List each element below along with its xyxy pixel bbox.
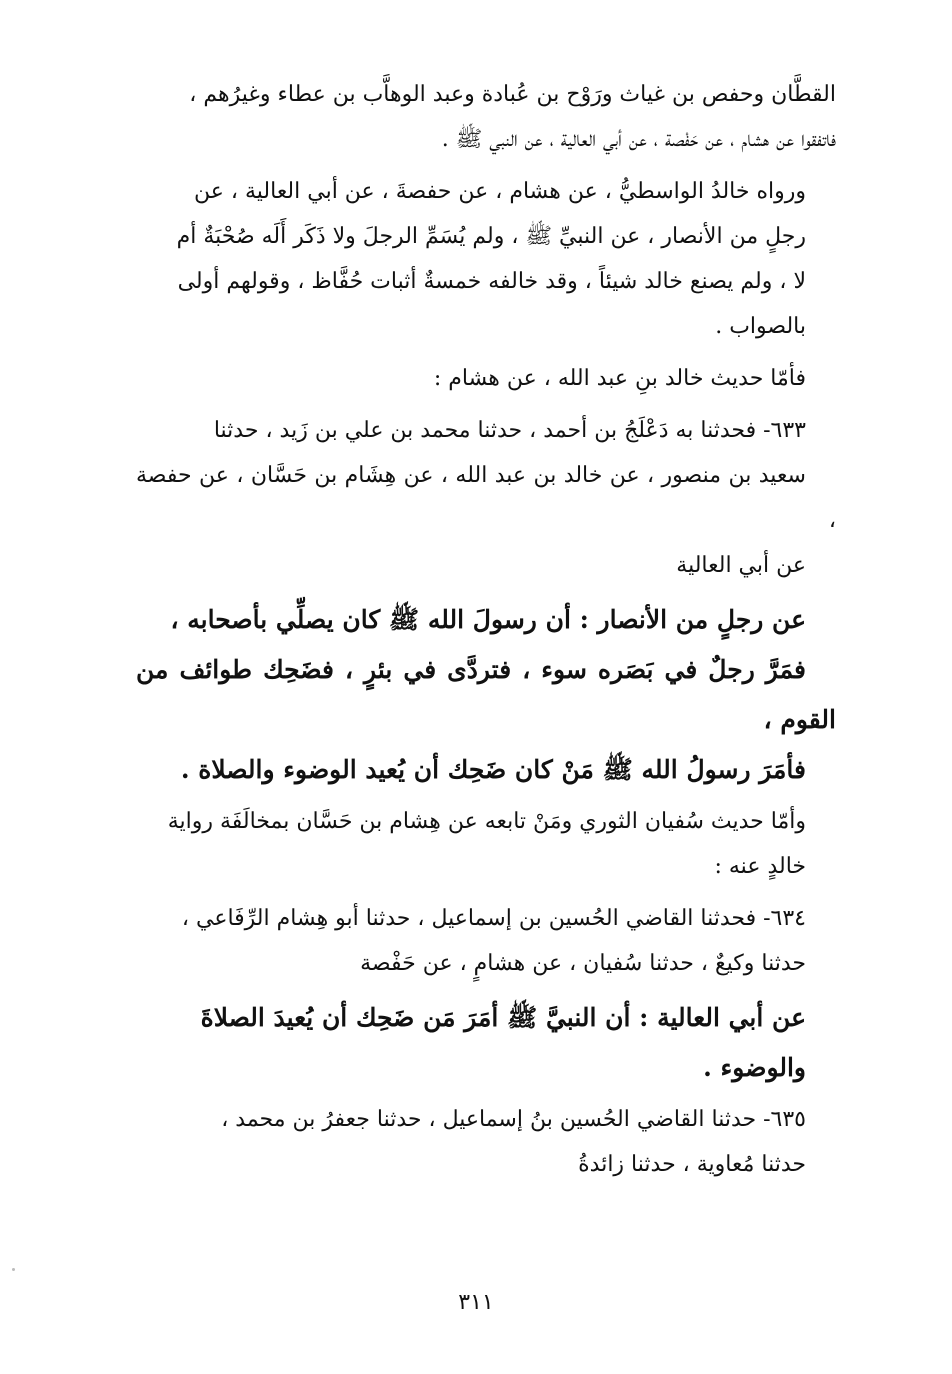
paragraph-isnad-634: [136, 896, 836, 986]
text-line: ٦٣٣- فحدثنا به دَعْلَجُ بن أحمد ، حدثنا محمد بن علي بن زَيد ، حدثنا: [213, 418, 806, 443]
text-line: سعيد بن منصور ، عن خالد بن عبد الله ، عن هِشَام بن حَسَّان ، عن حفصة ،: [136, 463, 836, 533]
text-line: خالدٍ عنه :: [714, 854, 806, 879]
text-line: بالصواب .: [715, 314, 806, 339]
text-line: ٦٣٤- فحدثنا القاضي الحُسين بن إسماعيل ، حدثنا أبو هِشام الرِّفَاعي ،: [181, 906, 806, 931]
text-line: عن أبي العالية: [676, 553, 806, 578]
text-line: رجلٍ من الأنصار ، عن النبيِّ ﷺ ، ولم يُسَمِّ الرجلَ ولا ذَكَر أَلَه صُحْبَةٌ أم: [176, 224, 806, 249]
text-line: وأمّا حديث سُفيان الثوري ومَنْ تابعه عن هِشام بن حَسَّان بمخالَفَة رواية: [167, 809, 806, 834]
paragraph-matn-634: [136, 993, 836, 1093]
text-line: لا ، ولم يصنع خالد شيئاً ، وقد خالفه خمسةٌ أثبات حُفَّاظ ، وقولهم أولى: [177, 269, 806, 294]
paragraph-commentary: [136, 169, 836, 349]
text-line: فمَرَّ رجلٌ في بَصَره سوء ، فتردَّى في بئرٍ ، فضَحِك طوائف من القوم ،: [136, 655, 836, 734]
page-body: [136, 72, 836, 1194]
paragraph-heading-khalid: [136, 356, 836, 401]
paragraph-continuation: [136, 72, 836, 162]
text-line: ورواه خالدُ الواسطيُّ ، عن هشام ، عن حفصةَ ، عن أبي العالية ، عن: [194, 179, 806, 204]
page-number: ٣١١: [458, 1290, 494, 1315]
scan-speck: [12, 1268, 15, 1271]
text-line: حدثنا مُعاوية ، حدثنا زائدةُ: [578, 1152, 806, 1177]
text-line: فأمَرَ رسولُ الله ﷺ مَنْ كان ضَحِك أن يُعيد الوضوء والصلاة .: [180, 755, 806, 784]
text-line: فأمّا حديث خالد بنِ عبد الله ، عن هشام :: [433, 366, 806, 391]
paragraph-isnad-635: [136, 1097, 836, 1187]
text-line: فاتفقوا عن هشام ، عن حَفْصة ، عن أبي العالية ، عن النبي ﷺ .: [441, 127, 836, 152]
paragraph-matn-633: [136, 595, 836, 795]
paragraph-isnad-633: [136, 408, 836, 588]
text-line: والوضوء .: [703, 1053, 806, 1082]
paragraph-heading-sufyan: [136, 799, 836, 889]
text-line: عن أبي العالية : أن النبيَّ ﷺ أمَرَ مَن ضَحِك أن يُعيدَ الصلاةَ: [200, 1003, 806, 1032]
text-line: ٦٣٥- حدثنا القاضي الحُسين بنُ إسماعيل ، حدثنا جعفرُ بن محمد ،: [221, 1107, 806, 1132]
text-line: القطَّان وحفص بن غياث ورَوْح بن عُبادة وعبد الوهاَّب بن عطاء وغيرُهم ،: [189, 82, 836, 107]
text-line: حدثنا وكيعٌ ، حدثنا سُفيان ، عن هشامٍ ، عن حَفْصة: [360, 951, 806, 976]
text-line: عن رجلٍ من الأنصار : أن رسولَ الله ﷺ كان يصلِّي بأصحابه ،: [170, 605, 806, 634]
